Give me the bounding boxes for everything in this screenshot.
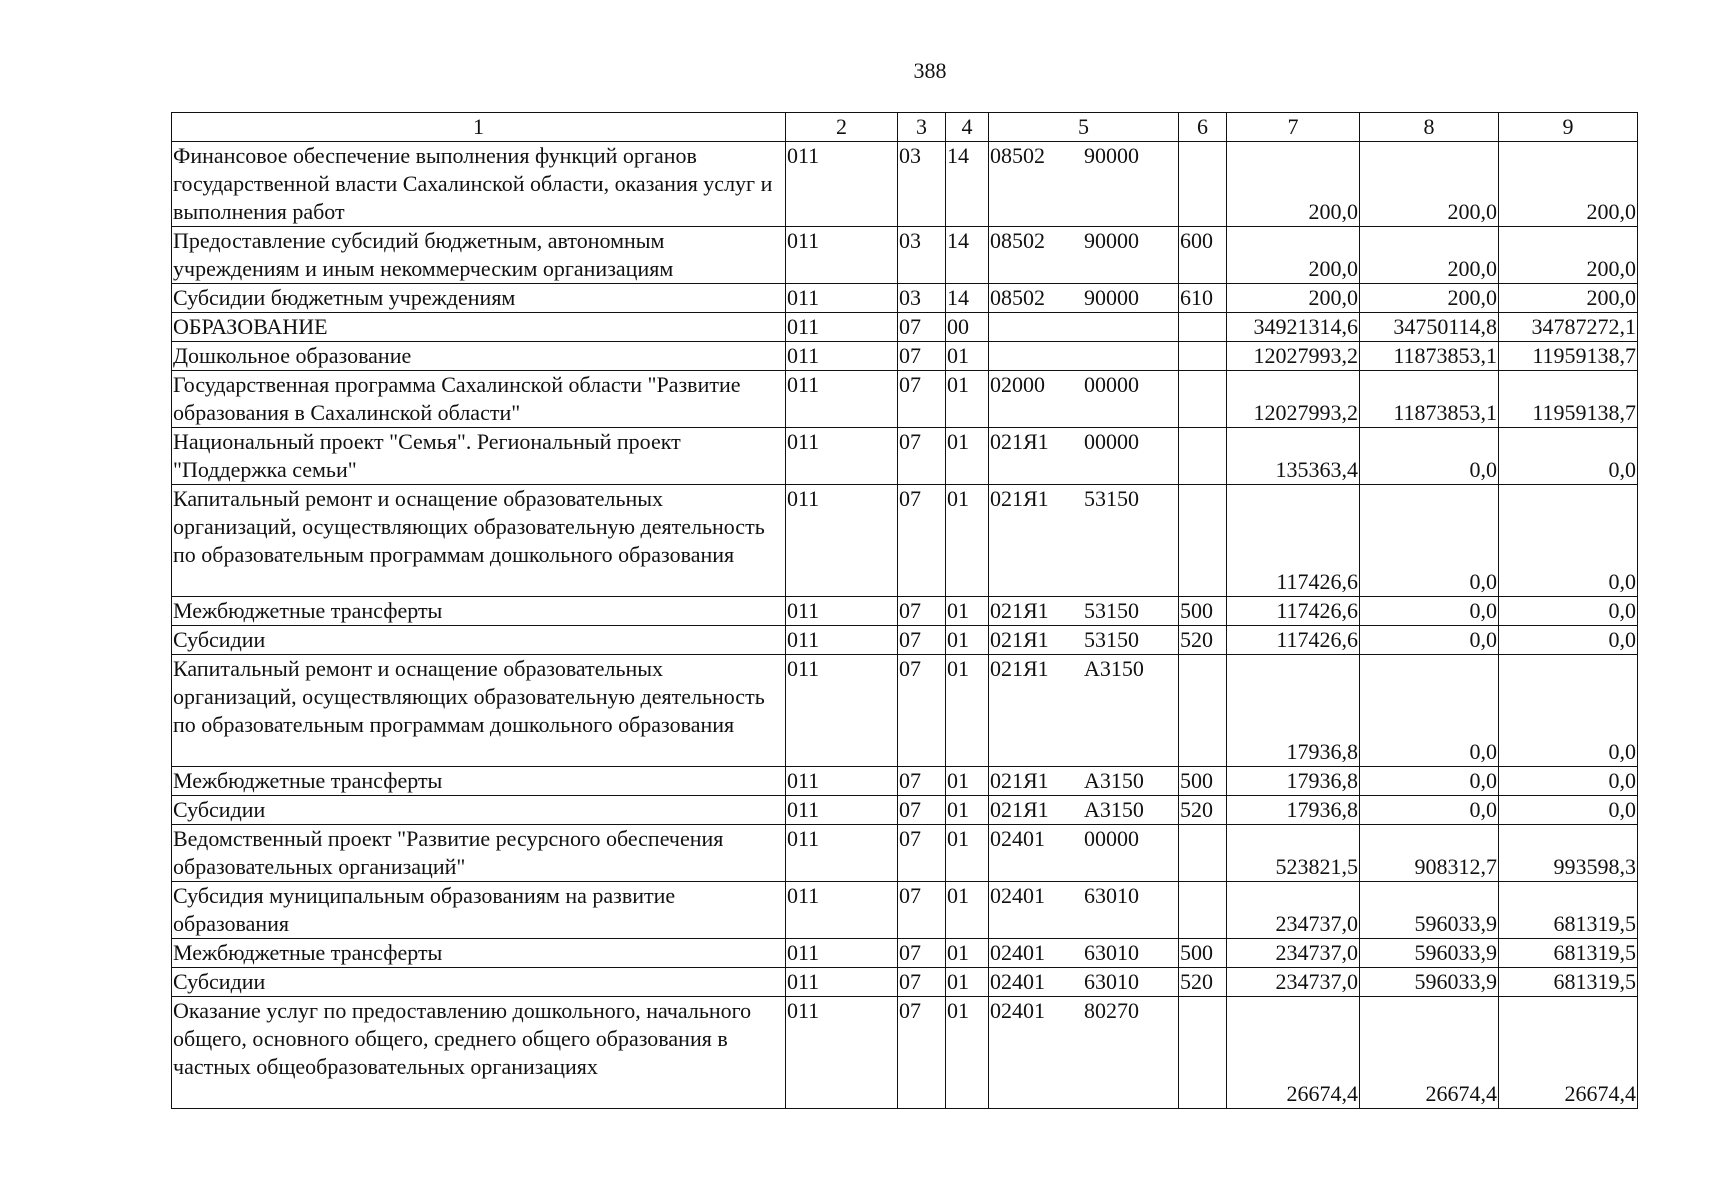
value-cell-9: 11959138,7 [1499, 371, 1638, 428]
code-cell-4: 01 [946, 939, 989, 968]
code-5-direction: 90000 [1084, 228, 1139, 253]
code-cell-4: 00 [946, 313, 989, 342]
code-cell-4: 14 [946, 227, 989, 284]
value-cell-8: 0,0 [1360, 796, 1499, 825]
code-5-program: 021Я1 [990, 656, 1049, 681]
row-name-cell: Предоставление субсидий бюджетным, автономным учреждениям и иным некоммерческим организациям [172, 227, 786, 284]
budget-table [171, 112, 1638, 1109]
code-cell-5 [989, 342, 1179, 371]
code-cell-4: 01 [946, 626, 989, 655]
value-cell-8: 26674,4 [1360, 997, 1499, 1109]
code-cell-5 [989, 825, 1179, 882]
code-cell-2: 011 [786, 284, 898, 313]
code-cell-5 [989, 485, 1179, 597]
code-5-direction: 90000 [1084, 143, 1139, 168]
code-cell-2: 011 [786, 825, 898, 882]
code-cell-6 [1179, 485, 1227, 597]
table-row [172, 284, 1638, 313]
column-header-8: 8 [1360, 113, 1499, 142]
table-row [172, 939, 1638, 968]
code-cell-2: 011 [786, 371, 898, 428]
code-5-program: 02401 [990, 940, 1045, 965]
code-5-program: 021Я1 [990, 768, 1049, 793]
code-cell-3: 07 [898, 313, 946, 342]
code-5-program: 08502 [990, 228, 1045, 253]
code-5-program: 021Я1 [990, 429, 1049, 454]
code-5-program: 021Я1 [990, 627, 1049, 652]
row-name-cell: Капитальный ремонт и оснащение образовательных организаций, осуществляющих образовательную деятельность по образовательным программам дошкольного образования [172, 655, 786, 767]
value-cell-7: 117426,6 [1227, 485, 1360, 597]
code-cell-2: 011 [786, 485, 898, 597]
header-row [172, 113, 1638, 142]
code-cell-6 [1179, 428, 1227, 485]
value-cell-7: 117426,6 [1227, 626, 1360, 655]
code-5-program: 02401 [990, 883, 1045, 908]
code-cell-4: 01 [946, 882, 989, 939]
row-name-cell: Субсидии бюджетным учреждениям [172, 284, 786, 313]
table-row [172, 655, 1638, 767]
value-cell-8: 200,0 [1360, 284, 1499, 313]
code-5-program: 08502 [990, 143, 1045, 168]
code-cell-5 [989, 626, 1179, 655]
value-cell-9: 200,0 [1499, 227, 1638, 284]
value-cell-7: 200,0 [1227, 142, 1360, 227]
table-row [172, 767, 1638, 796]
code-5-direction: 00000 [1084, 429, 1139, 454]
code-cell-4: 01 [946, 796, 989, 825]
code-cell-4: 01 [946, 655, 989, 767]
code-cell-3: 07 [898, 767, 946, 796]
table-body [172, 142, 1638, 1109]
row-name-cell: Ведомственный проект "Развитие ресурсного обеспечения образовательных организаций" [172, 825, 786, 882]
code-cell-3: 07 [898, 796, 946, 825]
code-cell-4: 14 [946, 284, 989, 313]
column-header-7: 7 [1227, 113, 1360, 142]
code-5-direction: 53150 [1084, 627, 1139, 652]
value-cell-9: 26674,4 [1499, 997, 1638, 1109]
value-cell-7: 200,0 [1227, 227, 1360, 284]
code-5-program: 08502 [990, 285, 1045, 310]
code-cell-2: 011 [786, 597, 898, 626]
table-row [172, 313, 1638, 342]
value-cell-9: 0,0 [1499, 626, 1638, 655]
code-cell-2: 011 [786, 626, 898, 655]
code-5-program: 021Я1 [990, 486, 1049, 511]
value-cell-7: 12027993,2 [1227, 371, 1360, 428]
code-5-direction: А3150 [1084, 768, 1144, 793]
page-number: 388 [913, 58, 947, 83]
value-cell-7: 17936,8 [1227, 796, 1360, 825]
code-5-program: 021Я1 [990, 598, 1049, 623]
value-cell-9: 681319,5 [1499, 882, 1638, 939]
row-name-cell: Межбюджетные трансферты [172, 767, 786, 796]
row-name-cell: Межбюджетные трансферты [172, 939, 786, 968]
code-cell-5 [989, 428, 1179, 485]
value-cell-9: 0,0 [1499, 655, 1638, 767]
code-cell-3: 07 [898, 997, 946, 1109]
code-cell-3: 03 [898, 142, 946, 227]
value-cell-9: 200,0 [1499, 284, 1638, 313]
code-cell-5 [989, 997, 1179, 1109]
code-5-direction: А3150 [1084, 797, 1144, 822]
code-cell-6: 520 [1179, 626, 1227, 655]
value-cell-8: 0,0 [1360, 767, 1499, 796]
value-cell-8: 596033,9 [1360, 939, 1499, 968]
code-cell-5 [989, 767, 1179, 796]
code-cell-6 [1179, 371, 1227, 428]
table-row [172, 626, 1638, 655]
value-cell-8: 0,0 [1360, 597, 1499, 626]
row-name-cell: Капитальный ремонт и оснащение образовательных организаций, осуществляющих образовательную деятельность по образовательным программам дошкольного образования [172, 485, 786, 597]
code-cell-3: 07 [898, 825, 946, 882]
row-name-cell: Финансовое обеспечение выполнения функций органов государственной власти Сахалинской области, оказания услуг и выполнения работ [172, 142, 786, 227]
code-cell-2: 011 [786, 767, 898, 796]
row-name-cell: Субсидии [172, 796, 786, 825]
code-cell-3: 07 [898, 428, 946, 485]
table-row [172, 796, 1638, 825]
code-cell-2: 011 [786, 655, 898, 767]
code-cell-6 [1179, 142, 1227, 227]
value-cell-8: 0,0 [1360, 626, 1499, 655]
value-cell-7: 34921314,6 [1227, 313, 1360, 342]
column-header-1: 1 [172, 113, 786, 142]
column-header-3: 3 [898, 113, 946, 142]
code-cell-4: 01 [946, 428, 989, 485]
code-5-direction: 90000 [1084, 285, 1139, 310]
row-name-cell: Субсидии [172, 626, 786, 655]
code-cell-2: 011 [786, 997, 898, 1109]
code-cell-5 [989, 968, 1179, 997]
value-cell-8: 0,0 [1360, 655, 1499, 767]
code-cell-5 [989, 227, 1179, 284]
code-cell-5 [989, 371, 1179, 428]
code-cell-4: 01 [946, 342, 989, 371]
code-5-program: 02401 [990, 969, 1045, 994]
value-cell-9: 200,0 [1499, 142, 1638, 227]
row-name-cell: Субсидии [172, 968, 786, 997]
code-5-direction: А3150 [1084, 656, 1144, 681]
table-row [172, 882, 1638, 939]
value-cell-7: 17936,8 [1227, 655, 1360, 767]
code-cell-4: 01 [946, 825, 989, 882]
code-cell-3: 07 [898, 485, 946, 597]
column-header-4: 4 [946, 113, 989, 142]
code-cell-2: 011 [786, 796, 898, 825]
code-cell-3: 07 [898, 597, 946, 626]
table-row [172, 485, 1638, 597]
row-name-cell: Национальный проект "Семья". Региональный проект "Поддержка семьи" [172, 428, 786, 485]
value-cell-7: 234737,0 [1227, 939, 1360, 968]
code-5-program: 02401 [990, 998, 1045, 1023]
code-cell-2: 011 [786, 882, 898, 939]
code-cell-5 [989, 882, 1179, 939]
code-cell-2: 011 [786, 342, 898, 371]
code-cell-4: 01 [946, 997, 989, 1109]
code-cell-6: 500 [1179, 939, 1227, 968]
value-cell-9: 681319,5 [1499, 968, 1638, 997]
value-cell-8: 11873853,1 [1360, 371, 1499, 428]
code-5-program: 021Я1 [990, 797, 1049, 822]
code-5-direction: 53150 [1084, 598, 1139, 623]
code-cell-6 [1179, 825, 1227, 882]
code-cell-2: 011 [786, 968, 898, 997]
code-5-direction: 80270 [1084, 998, 1139, 1023]
code-cell-6: 500 [1179, 597, 1227, 626]
value-cell-9: 11959138,7 [1499, 342, 1638, 371]
table-row [172, 825, 1638, 882]
table-row [172, 371, 1638, 428]
code-cell-5 [989, 655, 1179, 767]
code-5-direction: 00000 [1084, 826, 1139, 851]
code-cell-6 [1179, 997, 1227, 1109]
code-cell-4: 01 [946, 597, 989, 626]
column-header-9: 9 [1499, 113, 1638, 142]
value-cell-7: 12027993,2 [1227, 342, 1360, 371]
value-cell-9: 34787272,1 [1499, 313, 1638, 342]
column-header-5: 5 [989, 113, 1179, 142]
value-cell-7: 234737,0 [1227, 882, 1360, 939]
value-cell-7: 200,0 [1227, 284, 1360, 313]
code-cell-3: 07 [898, 626, 946, 655]
code-cell-5 [989, 939, 1179, 968]
value-cell-9: 681319,5 [1499, 939, 1638, 968]
code-cell-6: 600 [1179, 227, 1227, 284]
value-cell-8: 200,0 [1360, 227, 1499, 284]
row-name-cell: Государственная программа Сахалинской области "Развитие образования в Сахалинской области" [172, 371, 786, 428]
code-cell-3: 03 [898, 227, 946, 284]
code-cell-3: 07 [898, 968, 946, 997]
code-cell-5 [989, 313, 1179, 342]
code-cell-2: 011 [786, 227, 898, 284]
value-cell-7: 117426,6 [1227, 597, 1360, 626]
value-cell-8: 596033,9 [1360, 968, 1499, 997]
code-cell-4: 01 [946, 485, 989, 597]
code-cell-3: 07 [898, 939, 946, 968]
code-cell-4: 01 [946, 371, 989, 428]
code-cell-6: 520 [1179, 796, 1227, 825]
code-5-direction: 00000 [1084, 372, 1139, 397]
code-cell-5 [989, 284, 1179, 313]
value-cell-8: 0,0 [1360, 428, 1499, 485]
value-cell-7: 523821,5 [1227, 825, 1360, 882]
code-cell-2: 011 [786, 428, 898, 485]
code-5-direction: 63010 [1084, 940, 1139, 965]
row-name-cell: Субсидия муниципальным образованиям на развитие образования [172, 882, 786, 939]
code-cell-6 [1179, 882, 1227, 939]
value-cell-9: 0,0 [1499, 767, 1638, 796]
code-cell-5 [989, 597, 1179, 626]
value-cell-7: 135363,4 [1227, 428, 1360, 485]
code-cell-5 [989, 142, 1179, 227]
table-row [172, 227, 1638, 284]
code-cell-2: 011 [786, 939, 898, 968]
code-cell-6 [1179, 313, 1227, 342]
code-cell-2: 011 [786, 313, 898, 342]
table-row [172, 968, 1638, 997]
code-cell-3: 07 [898, 371, 946, 428]
code-5-direction: 63010 [1084, 883, 1139, 908]
code-5-program: 02000 [990, 372, 1045, 397]
table-row [172, 997, 1638, 1109]
value-cell-8: 11873853,1 [1360, 342, 1499, 371]
value-cell-8: 200,0 [1360, 142, 1499, 227]
row-name-cell: Оказание услуг по предоставлению дошкольного, начального общего, основного общего, среднего общего образования в частных общеобразовательных организациях [172, 997, 786, 1109]
code-cell-6 [1179, 655, 1227, 767]
code-5-direction: 53150 [1084, 486, 1139, 511]
code-cell-6: 610 [1179, 284, 1227, 313]
code-cell-3: 07 [898, 655, 946, 767]
table-row [172, 342, 1638, 371]
code-cell-6: 500 [1179, 767, 1227, 796]
code-cell-6 [1179, 342, 1227, 371]
code-cell-4: 01 [946, 968, 989, 997]
code-cell-3: 03 [898, 284, 946, 313]
value-cell-9: 0,0 [1499, 485, 1638, 597]
table-row [172, 142, 1638, 227]
value-cell-8: 0,0 [1360, 485, 1499, 597]
table-row [172, 428, 1638, 485]
row-name-cell: Межбюджетные трансферты [172, 597, 786, 626]
value-cell-8: 596033,9 [1360, 882, 1499, 939]
value-cell-9: 0,0 [1499, 597, 1638, 626]
row-name-cell: ОБРАЗОВАНИЕ [172, 313, 786, 342]
code-cell-4: 14 [946, 142, 989, 227]
code-cell-5 [989, 796, 1179, 825]
code-cell-3: 07 [898, 882, 946, 939]
value-cell-7: 17936,8 [1227, 767, 1360, 796]
code-5-direction: 63010 [1084, 969, 1139, 994]
value-cell-8: 34750114,8 [1360, 313, 1499, 342]
table-row [172, 597, 1638, 626]
column-header-2: 2 [786, 113, 898, 142]
value-cell-8: 908312,7 [1360, 825, 1499, 882]
code-5-program: 02401 [990, 826, 1045, 851]
value-cell-7: 234737,0 [1227, 968, 1360, 997]
value-cell-7: 26674,4 [1227, 997, 1360, 1109]
code-cell-3: 07 [898, 342, 946, 371]
table-header [172, 113, 1638, 142]
value-cell-9: 0,0 [1499, 428, 1638, 485]
value-cell-9: 993598,3 [1499, 825, 1638, 882]
column-header-6: 6 [1179, 113, 1227, 142]
code-cell-4: 01 [946, 767, 989, 796]
code-cell-2: 011 [786, 142, 898, 227]
code-cell-6: 520 [1179, 968, 1227, 997]
value-cell-9: 0,0 [1499, 796, 1638, 825]
row-name-cell: Дошкольное образование [172, 342, 786, 371]
